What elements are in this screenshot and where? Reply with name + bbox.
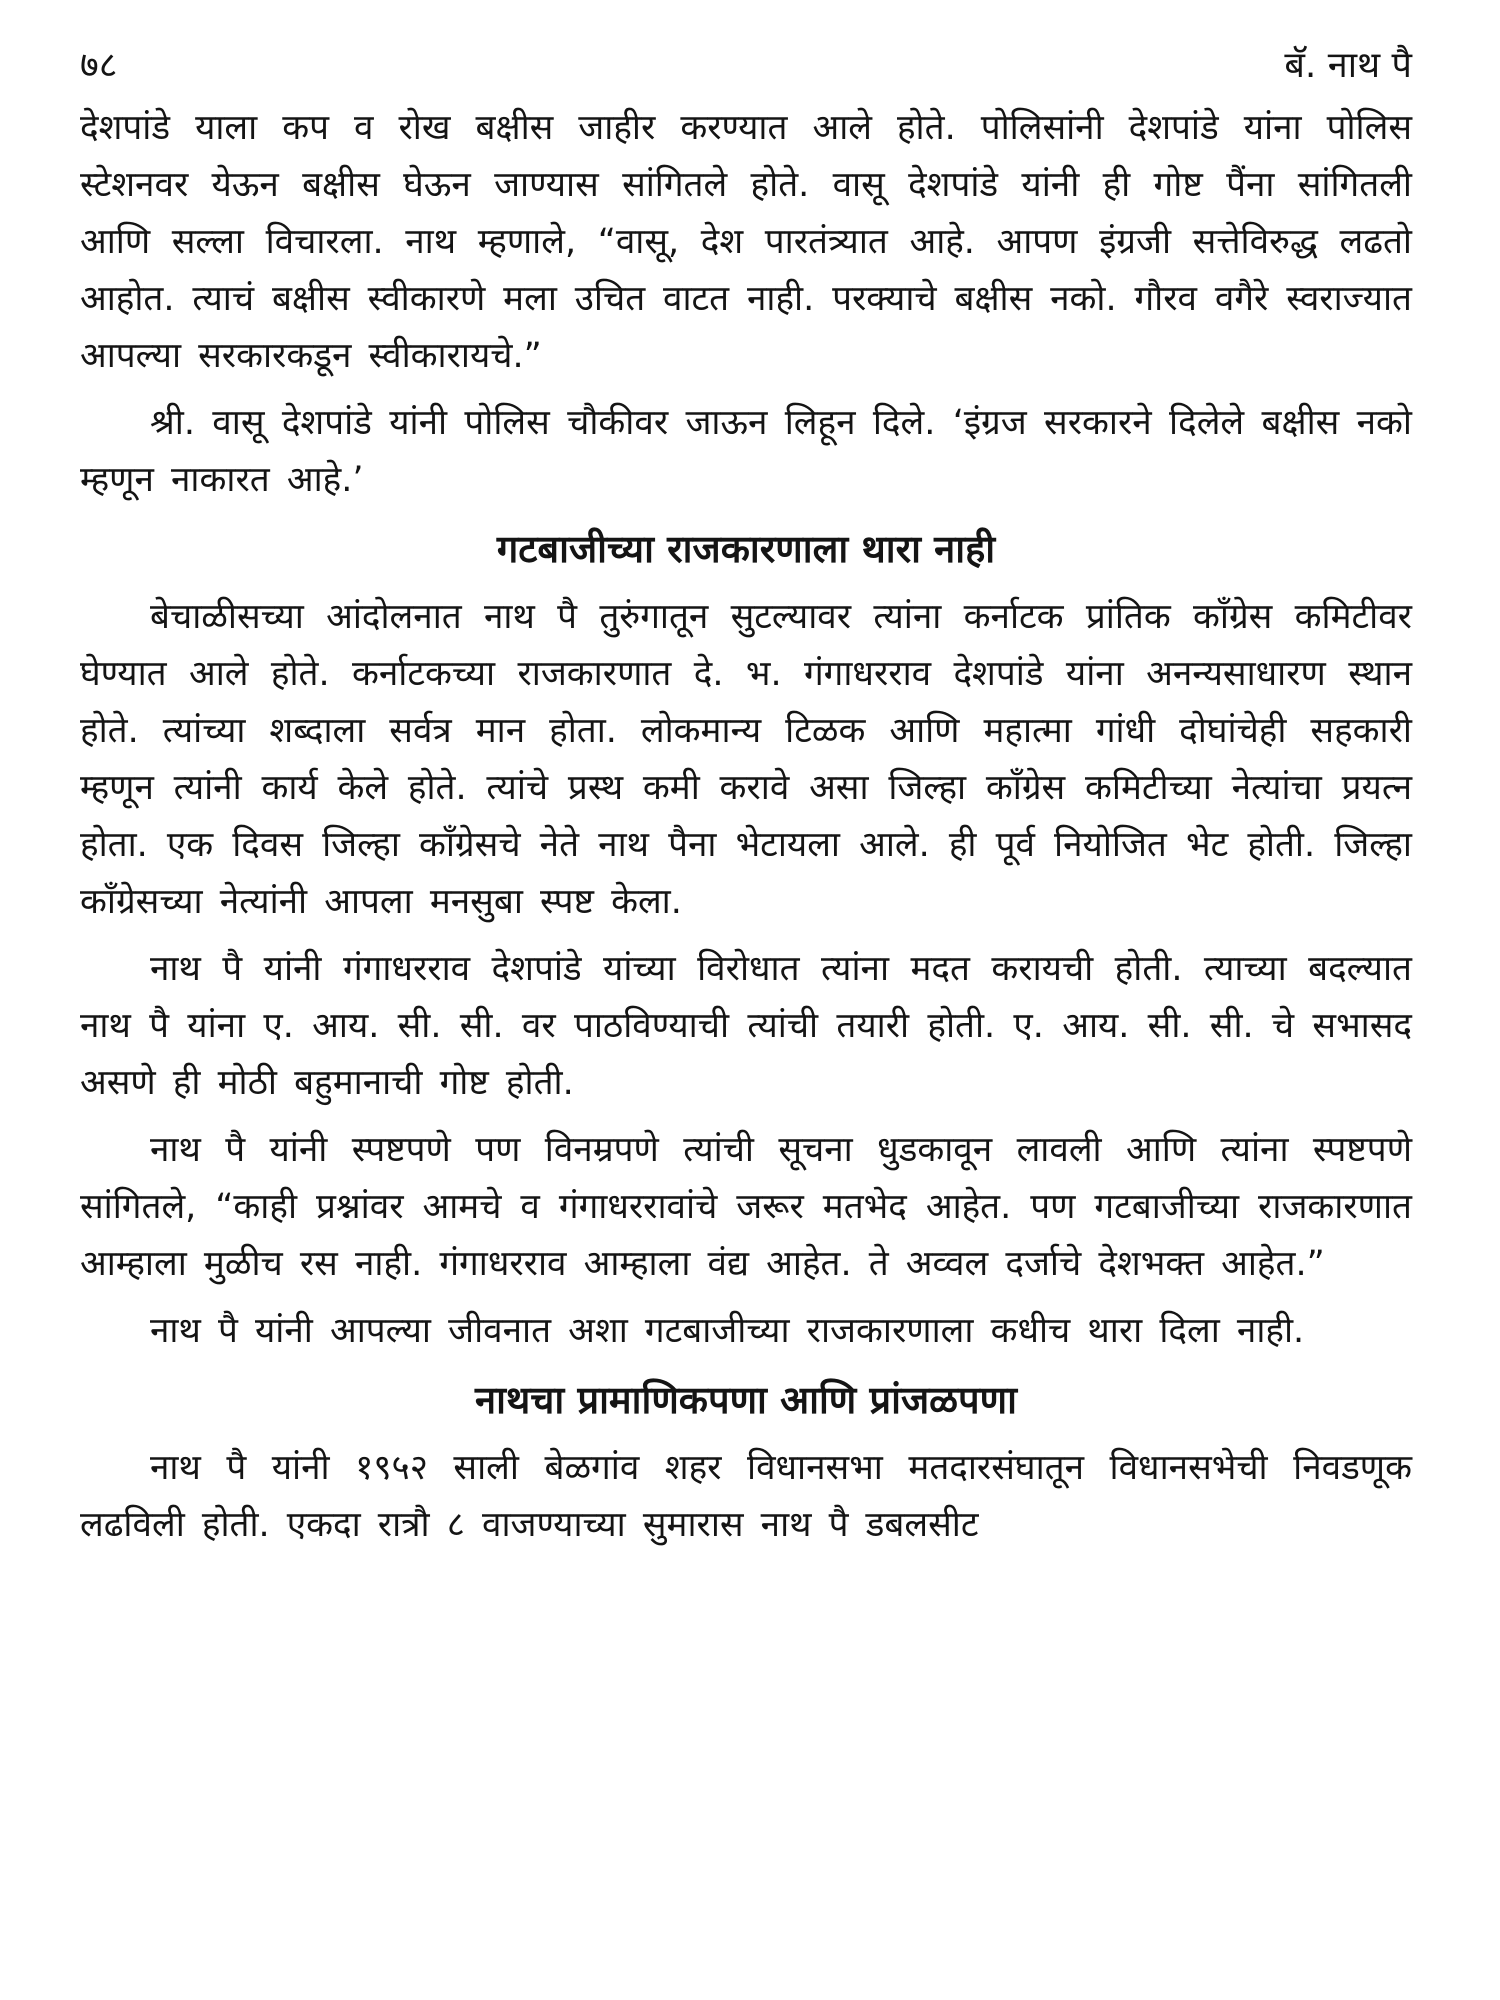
page-body (80, 100, 1412, 1554)
section-heading-honesty: नाथचा प्रामाणिकपणा आणि प्रांजळपणा (475, 1378, 1017, 1422)
paragraph-reward-refusal: देशपांडे याला कप व रोख बक्षीस जाहीर करण्यात आले होते. पोलिसांनी देशपांडे यांना पोलिस स्टेशनवर येऊन बक्षीस घेऊन जाण्यास सांगितले होते. वासू देशपांडे यांनी ही गोष्ट पैंना सांगितली आणि सल्ला विचारला. नाथ म्हणाले, “वासू, देश पारतंत्र्यात आहे. आपण इंग्रजी सत्तेविरुद्ध लढतो आहोत. त्याचं बक्षीस स्वीकारणे मला उचित वाटत नाही. परक्याचे बक्षीस नको. गौरव वगैरे स्वराज्यात आपल्या सरकारकडून स्वीकारायचे.” (80, 108, 1412, 376)
page-number: ७८ (80, 45, 118, 86)
running-title: बॅ. नाथ पै (1284, 45, 1412, 86)
paragraph-congress-committee: बेचाळीसच्या आंदोलनात नाथ पै तुरुंगातून सुटल्यावर त्यांना कर्नाटक प्रांतिक काँग्रेस कमिटीवर घेण्यात आले होते. कर्नाटकच्या राजकारणात दे. भ. गंगाधरराव देशपांडे यांना अनन्यसाधारण स्थान होते. त्यांच्या शब्दाला सर्वत्र मान होता. लोकमान्य टिळक आणि महात्मा गांधी दोघांचेही सहकारी म्हणून त्यांनी कार्य केले होते. त्यांचे प्रस्थ कमी करावे असा जिल्हा काँग्रेस कमिटीच्या नेत्यांचा प्रयत्न होता. एक दिवस जिल्हा काँग्रेसचे नेते नाथ पैना भेटायला आले. ही पूर्व नियोजित भेट होती. जिल्हा काँग्रेसच्या नेत्यांनी आपला मनसुबा स्पष्ट केला. (80, 597, 1412, 922)
paragraph-1952-election: नाथ पै यांनी १९५२ साली बेळगांव शहर विधानसभा मतदारसंघातून विधानसभेची निवडणूक लढविली होती. एकदा रात्रौ ८ वाजण्याच्या सुमारास नाथ पै डबलसीट (80, 1448, 1412, 1545)
running-header (80, 40, 1412, 92)
paragraph-police-statement: श्री. वासू देशपांडे यांनी पोलिस चौकीवर जाऊन लिहून दिले. ‘इंग्रज सरकारने दिलेले बक्षीस नको म्हणून नाकारत आहे.’ (80, 403, 1412, 500)
section-heading-factionalism: गटबाजीच्या राजकारणाला थारा नाही (496, 527, 996, 571)
paragraph-no-factionalism: नाथ पै यांनी आपल्या जीवनात अशा गटबाजीच्या राजकारणाला कधीच थारा दिला नाही. (150, 1311, 1305, 1351)
paragraph-polite-refusal: नाथ पै यांनी स्पष्टपणे पण विनम्रपणे त्यांची सूचना धुडकावून लावली आणि त्यांना स्पष्टपणे सांगितले, “काही प्रश्नांवर आमचे व गंगाधररावांचे जरूर मतभेद आहेत. पण गटबाजीच्या राजकारणात आम्हाला मुळीच रस नाही. गंगाधरराव आम्हाला वंद्य आहेत. ते अव्वल दर्जाचे देशभक्त आहेत.” (80, 1130, 1412, 1284)
paragraph-aicc-offer: नाथ पै यांनी गंगाधरराव देशपांडे यांच्या विरोधात त्यांना मदत करायची होती. त्याच्या बदल्यात नाथ पै यांना ए. आय. सी. सी. वर पाठविण्याची त्यांची तयारी होती. ए. आय. सी. सी. चे सभासद असणे ही मोठी बहुमानाची गोष्ट होती. (80, 949, 1412, 1103)
